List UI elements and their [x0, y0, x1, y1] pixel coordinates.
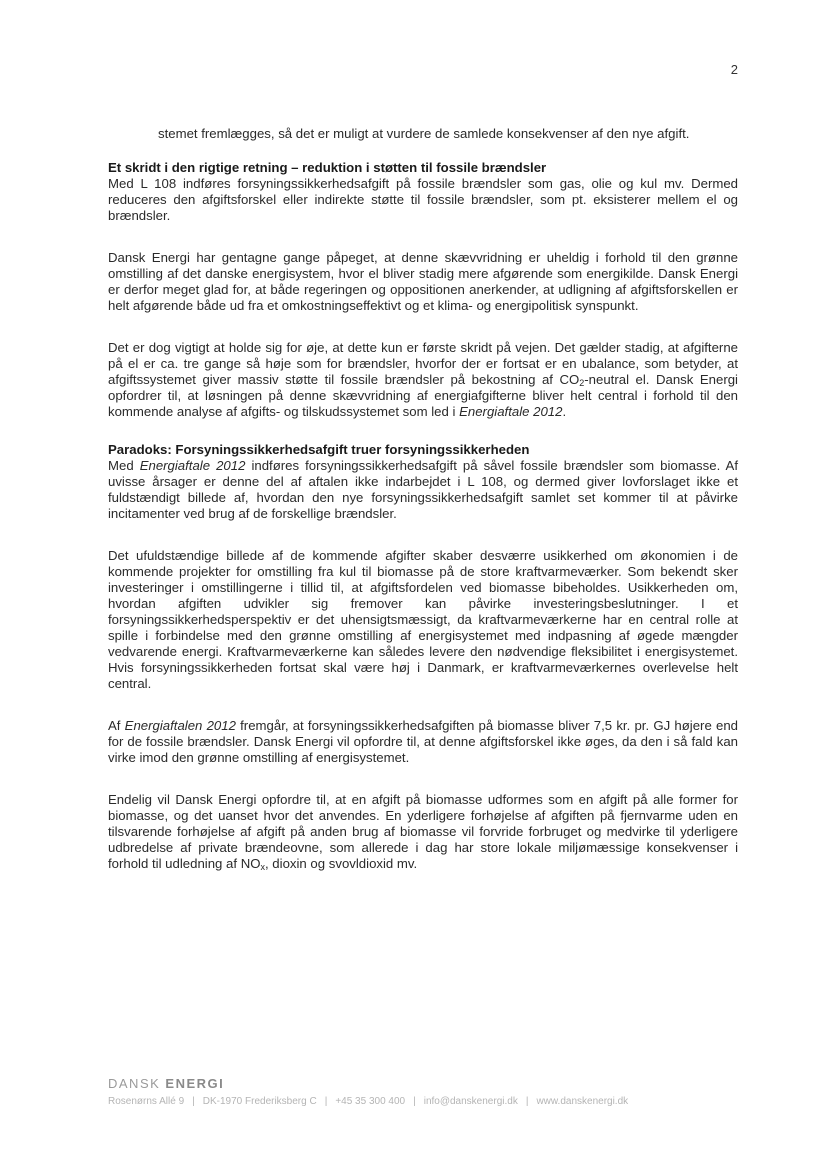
section1-paragraph-1: Med L 108 indføres forsyningssikkerhedsafgift på fossile brændsler som gas, olie og kul mv. Dermed reduceres den afgiftsforskel eller indirekte støtte til fossile brændsler, som pt. eksisterer mellem el og brændsler.: [108, 176, 738, 223]
dansk-energi-logo: DANSK ENERGI: [108, 1076, 225, 1091]
page-number: 2: [730, 62, 738, 77]
section-heading-2: Paradoks: Forsyningssikkerhedsafgift truer forsyningssikkerheden: [108, 442, 530, 457]
footer-email: info@danskenergi.dk: [423, 1096, 518, 1107]
footer-street: Rosenørns Allé 9: [108, 1096, 185, 1107]
section1-paragraph-2: Dansk Energi har gentagne gange påpeget, at denne skævvridning er uheldig i forhold til den grønne omstilling af det danske energisystem, hvor el bliver stadig mere afgørende som energikilde. Dansk Energi er derfor meget glad for, at både regeringen og oppositionen anerkender, at udligning af afgiftsforskellen er helt afgørende både ud fra et omkostningseffektivt og et klima- og energipolitisk synspunkt.: [108, 250, 738, 313]
intro-paragraph: stemet fremlægges, så det er muligt at vurdere de samlede konsekvenser af den nye afgift.: [158, 126, 690, 141]
footer-address: Rosenørns Allé 9 | DK-1970 Frederiksberg C | +45 35 300 400 | info@danskenergi.dk | www.danskenergi.dk: [108, 1096, 629, 1107]
section1-paragraph-3: Det er dog vigtigt at holde sig for øje, at dette kun er første skridt på vejen. Det gælder stadig, at afgifterne på el er ca. tre gange så høje som for brændsler, hvorfor der er fortsat er en ubalance, som betyder, at afgiftssystemet giver massiv støtte til fossile brændsler på bekostning af $CO_2$-neutral el. Dansk Energi opfordrer til, at løsningen på denne skævvridning af energiafgifterne bliver helt central i forhold til den kommende analyse af afgifts- og tilskudssystemet som led i Energiaftale 2012.: [108, 340, 738, 419]
section2-paragraph-1: Med Energiaftale 2012 indføres forsyningssikkerhedsafgift på såvel fossile brændsler som biomasse. Af uvisse årsager er denne del af aftalen ikke indarbejdet i L 108, og dermed giver lovforslaget ikke et fuldstændigt billede af, hvordan den nye forsyningssikkerhedsafgift samlet set kommer til at påvirke incitamenter ved brug af de forskellige brændsler.: [108, 458, 738, 521]
footer-website: www.danskenergi.dk: [536, 1096, 629, 1107]
section2-paragraph-3: Af Energiaftalen 2012 fremgår, at forsyningssikkerhedsafgiften på biomasse bliver 7,5 kr. pr. GJ højere end for de fossile brændsler. Dansk Energi vil opfordre til, at denne afgiftsforskel ikke øges, da den i så fald kan virke imod den grønne omstilling af energisystemet.: [108, 718, 738, 765]
section2-paragraph-4: Endelig vil Dansk Energi opfordre til, at en afgift på biomasse udformes som en afgift på alle former for biomasse, og det uanset hvor det anvendes. En yderligere forhøjelse af afgiften på fjernvarme uden en tilsvarende forhøjelse af afgift på anden brug af biomasse vil forvride forbruget og medvirke til yderligere udbredelse af private brændeovne, som allerede i dag har store lokale miljømæssige konsekvenser i forhold til udledning af $NO_x$, dioxin og svovldioxid mv.: [108, 792, 738, 872]
section2-paragraph-2: Det ufuldstændige billede af de kommende afgifter skaber desværre usikkerhed om økonomien i de kommende projekter for omstilling fra kul til biomasse på de store kraftvarmeværker. Som bekendt sker investeringer i omstillingerne i tillid til, at afgiftsfordelen ved biomasse bibeholdes. Usikkerheden om, hvordan afgiften udvikler sig fremover kan påvirke investeringsbeslutninger. I et forsyningssikkerhedsperspektiv er det uhensigtsmæssigt, da kraftvarmeværkerne har en central rolle at spille i forbindelse med den grønne omstilling af energisystemet med indpasning af øgede mængder vedvarende energi. Kraftvarmeværkerne kan således levere den nødvendige fleksibilitet i energisystemet. Hvis forsyningssikkerheden fortsat skal være høj i Danmark, er kraftvarmeværkernes overlevelse helt central.: [108, 548, 738, 691]
footer-phone: +45 35 300 400: [335, 1096, 406, 1107]
section-heading-1: Et skridt i den rigtige retning – reduktion i støtten til fossile brændsler: [108, 160, 547, 175]
document-body: [108, 126, 738, 872]
footer-postal: DK-1970 Frederiksberg C: [202, 1096, 317, 1107]
